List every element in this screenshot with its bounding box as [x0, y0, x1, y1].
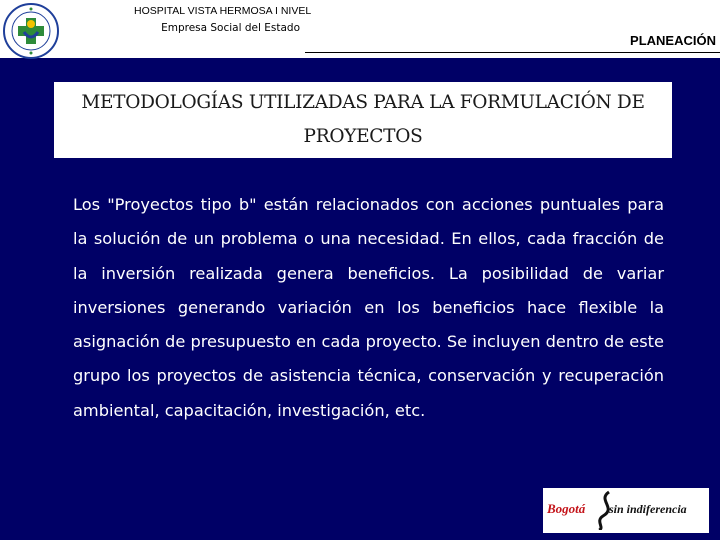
slide-title: METODOLOGÍAS UTILIZADAS PARA LA FORMULACIÓN DE PROYECTOS	[81, 92, 645, 147]
logo-city-text: Bogotá	[547, 501, 586, 516]
hospital-seal-icon	[2, 2, 60, 60]
section-label: PLANEACIÓN	[630, 33, 716, 48]
header-bar	[0, 0, 720, 58]
hospital-name: HOSPITAL VISTA HERMOSA I NIVEL	[134, 5, 312, 17]
logo-tagline-text: sin indiferencia	[609, 502, 687, 516]
header-divider	[305, 52, 720, 53]
body-paragraph: Los "Proyectos tipo b" están relacionados con acciones puntuales para la solución de un problema o una necesidad. En ellos, cada fracción de la inversión realizada genera beneficios. La posibilidad de variar inversiones generando variación en los beneficios hace flexible la asignación de presupuesto en cada proyecto. Se incluyen dentro de este grupo los proyectos de asistencia técnica, conservación y recuperación ambiental, capacitación, investigación, etc.	[73, 195, 664, 420]
organization-subtitle: Empresa Social del Estado	[161, 22, 300, 34]
slide-title-box	[54, 82, 672, 158]
bogota-logo	[543, 488, 709, 533]
